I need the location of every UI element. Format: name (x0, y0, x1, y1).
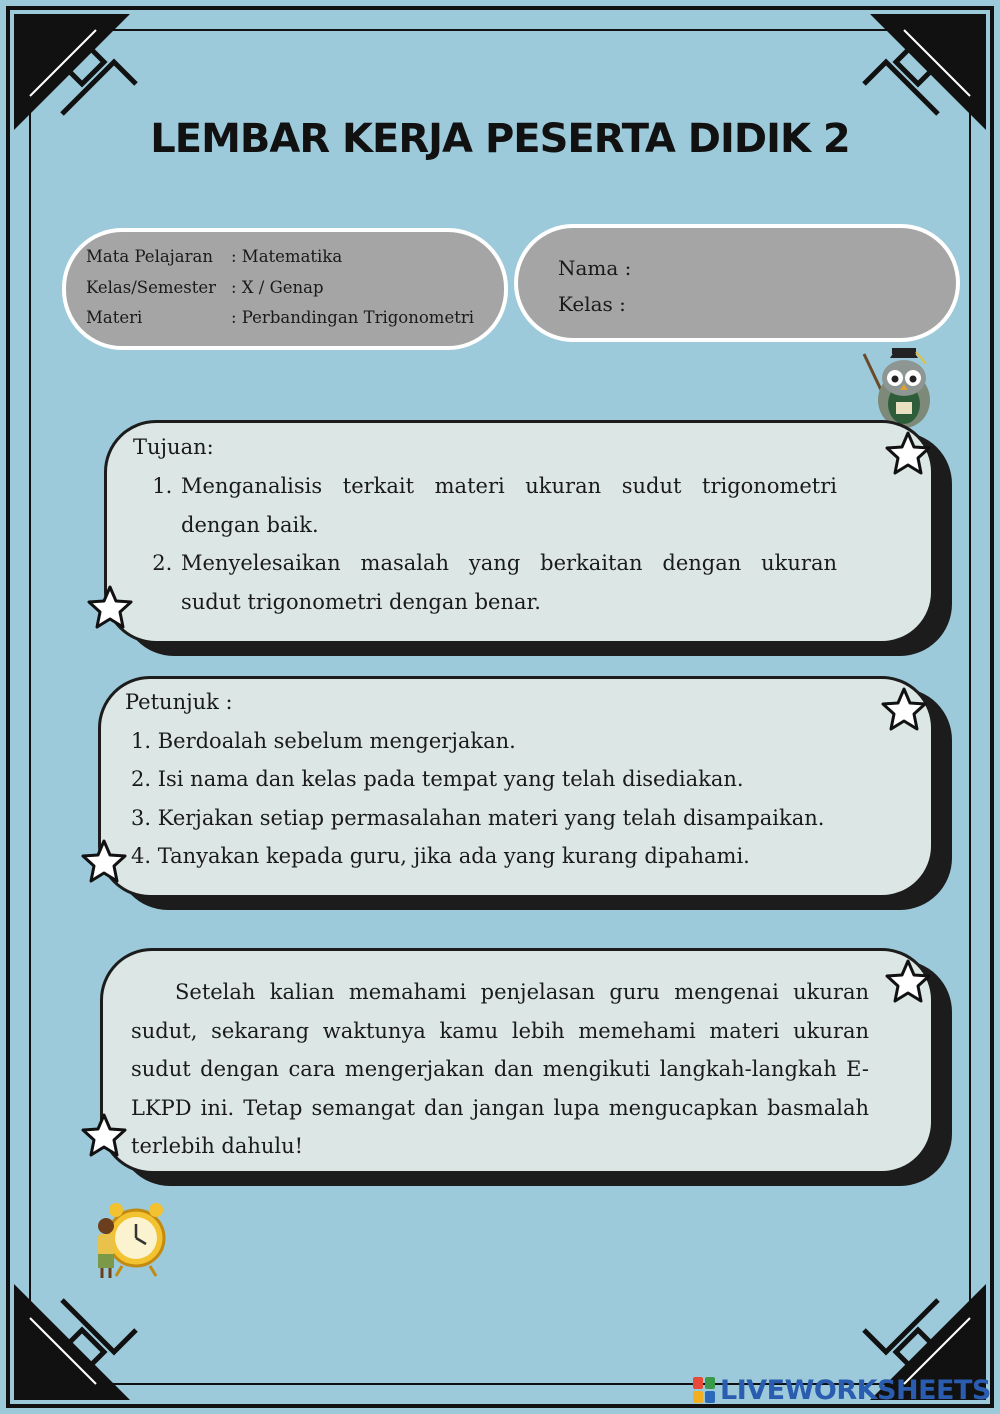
subject-value: : Matematika (231, 247, 343, 266)
star-icon (80, 1112, 128, 1158)
instruction-item: 4. Tanyakan kepada guru, jika ada yang kurang dipahami. (131, 844, 750, 868)
liveworksheets-logo-icon (692, 1376, 716, 1404)
subject-row (86, 242, 504, 273)
instruction-item: 1. Berdoalah sebelum mengerjakan. (131, 728, 516, 753)
topic-row (86, 303, 504, 334)
instructions-heading: Petunjuk : (125, 690, 233, 714)
student-identity-box (514, 224, 960, 342)
instruction-item: 3. Kerjakan setiap permasalahan materi yang telah disampaikan. (131, 805, 825, 830)
instruction-item: 2. Isi nama dan kelas pada tempat yang telah disediakan. (131, 767, 744, 791)
page-title: LEMBAR KERJA PESERTA DIDIK 2 (150, 116, 850, 162)
class-semester-row (86, 273, 504, 304)
goal-item: 1. Menganalisis terkait materi ukuran sudut trigonometri dengan baik. (179, 467, 837, 544)
goals-heading: Tujuan: (133, 435, 214, 459)
alarm-clock-icon (86, 1198, 172, 1282)
class-semester-value: : X / Genap (231, 277, 324, 297)
motivation-text: Setelah kalian memahami penjelasan guru mengenai ukuran sudut, sekarang waktunya kamu lebih memehami materi ukuran sudut dengan cara mengerjakan dan mengikuti langkah-langkah E-LKPD ini. Tetap semangat dan jangan lupa mengucapkan basmalah terlebih dahulu! (131, 980, 869, 1158)
class-semester-label: Kelas/Semester (86, 277, 217, 297)
star-icon (884, 958, 932, 1004)
star-icon (880, 686, 928, 732)
topic-value: : Perbandingan Trigonometri (231, 308, 475, 327)
subject-label: Mata Pelajaran (86, 247, 213, 266)
goal-item: 2. Menyelesaikan masalah yang berkaitan dengan ukuran sudut trigonometri dengan benar. (179, 544, 837, 621)
goals-list (133, 467, 837, 621)
learning-goals-card (104, 420, 934, 644)
student-name-field[interactable]: Nama : (558, 256, 632, 280)
student-class-field[interactable]: Kelas : (558, 292, 626, 316)
star-icon (80, 838, 128, 884)
motivation-card (100, 948, 934, 1174)
star-icon (86, 584, 134, 630)
topic-label: Materi (86, 308, 143, 327)
lesson-info-box (62, 228, 508, 350)
owl-teacher-icon (860, 346, 938, 430)
liveworksheets-logo[interactable] (692, 1374, 991, 1406)
star-icon (884, 430, 932, 476)
liveworksheets-wordmark: LIVEWORKSHEETS (720, 1374, 991, 1406)
instructions-card (98, 676, 934, 898)
